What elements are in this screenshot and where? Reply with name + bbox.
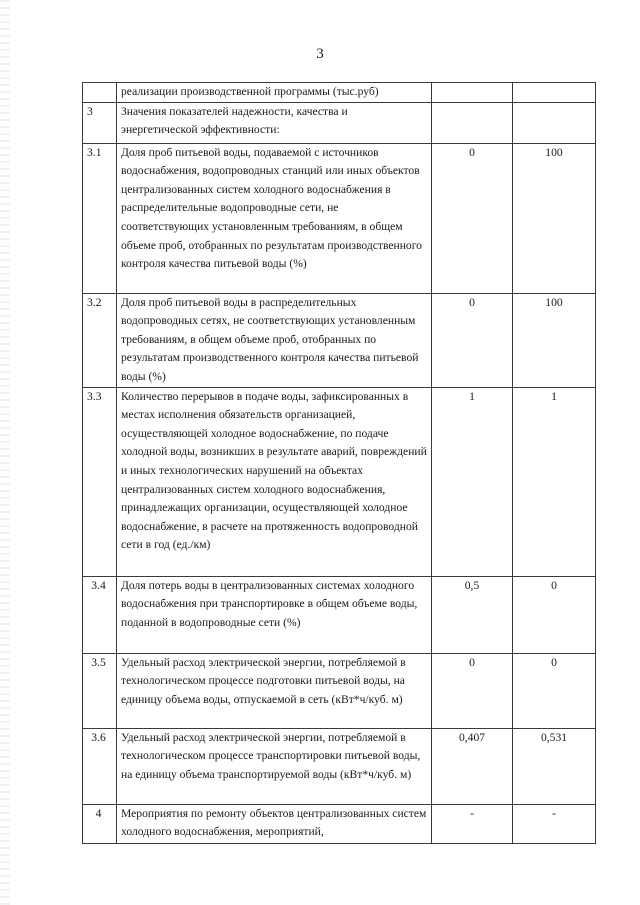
- row-value-1: [432, 102, 513, 143]
- row-number: 3.3: [83, 387, 117, 576]
- row-value-2: 0,531: [513, 728, 596, 804]
- indicators-table: [82, 82, 596, 844]
- row-value-1: 0: [432, 653, 513, 728]
- row-description: Удельный расход электрической энергии, потребляемой в технологическом процессе транспортировки питьевой воды, на единицу объема транспортируемой воды (кВт*ч/куб. м): [117, 728, 432, 804]
- row-description: Удельный расход электрической энергии, потребляемой в технологическом процессе подготовки питьевой воды, на единицу объема воды, отпускаемой в сеть (кВт*ч/куб. м): [117, 653, 432, 728]
- scan-edge: [0, 0, 10, 905]
- row-number: 3.6: [83, 728, 117, 804]
- row-value-1: [432, 83, 513, 103]
- row-value-2: 100: [513, 143, 596, 293]
- page-number: 3: [316, 46, 324, 62]
- table-row: [83, 728, 596, 804]
- table-row: [83, 387, 596, 576]
- table-row: [83, 576, 596, 653]
- row-value-2: 0: [513, 576, 596, 653]
- row-value-2: 100: [513, 293, 596, 387]
- row-value-1: 0: [432, 143, 513, 293]
- row-description: Доля проб питьевой воды в распределительных водопроводных сетях, не соответствующих установленным требованиям, в общем объеме проб, отобранных по результатам производственного контроля качества питьевой воды (%): [117, 293, 432, 387]
- row-description: Мероприятия по ремонту объектов централизованных систем холодного водоснабжения, мероприятий,: [117, 804, 432, 843]
- row-number: 3.5: [83, 653, 117, 728]
- table-row: [83, 143, 596, 293]
- row-value-2: -: [513, 804, 596, 843]
- row-description: Доля проб питьевой воды, подаваемой с источников водоснабжения, водопроводных станций или иных объектов централизованных систем холодного водоснабжения в распределительные водопроводные сети, не соответствующих установленным требованиям, в общем объеме проб, отобранных по результатам производственного контроля качества питьевой воды (%): [117, 143, 432, 293]
- table-row: [83, 102, 596, 143]
- row-value-1: -: [432, 804, 513, 843]
- table-row: [83, 804, 596, 843]
- row-value-1: 0,407: [432, 728, 513, 804]
- table-row: [83, 293, 596, 387]
- row-description: Значения показателей надежности, качества и энергетической эффективности:: [117, 102, 432, 143]
- row-description: реализации производственной программы (тыс.руб): [117, 83, 432, 103]
- row-number: 3.2: [83, 293, 117, 387]
- table-row: [83, 653, 596, 728]
- row-number: 3.4: [83, 576, 117, 653]
- row-number: 3: [83, 102, 117, 143]
- row-value-1: 1: [432, 387, 513, 576]
- row-description: Доля потерь воды в централизованных системах холодного водоснабжения при транспортировке в общем объеме воды, поданной в водопроводные сети (%): [117, 576, 432, 653]
- row-number: [83, 83, 117, 103]
- row-value-2: [513, 102, 596, 143]
- row-value-2: 1: [513, 387, 596, 576]
- row-value-1: 0: [432, 293, 513, 387]
- row-value-2: 0: [513, 653, 596, 728]
- row-number: 4: [83, 804, 117, 843]
- row-description: Количество перерывов в подаче воды, зафиксированных в местах исполнения обязательств организацией, осуществляющей холодное водоснабжение, по подаче холодной воды, возникших в результате аварий, повреждений и иных технологических нарушений на объектах централизованных систем холодного водоснабжения, принадлежащих организации, осуществляющей холодное водоснабжение, в расчете на протяженность водопроводной сети в год (ед./км): [117, 387, 432, 576]
- row-value-1: 0,5: [432, 576, 513, 653]
- row-value-2: [513, 83, 596, 103]
- row-number: 3.1: [83, 143, 117, 293]
- table-row: [83, 83, 596, 103]
